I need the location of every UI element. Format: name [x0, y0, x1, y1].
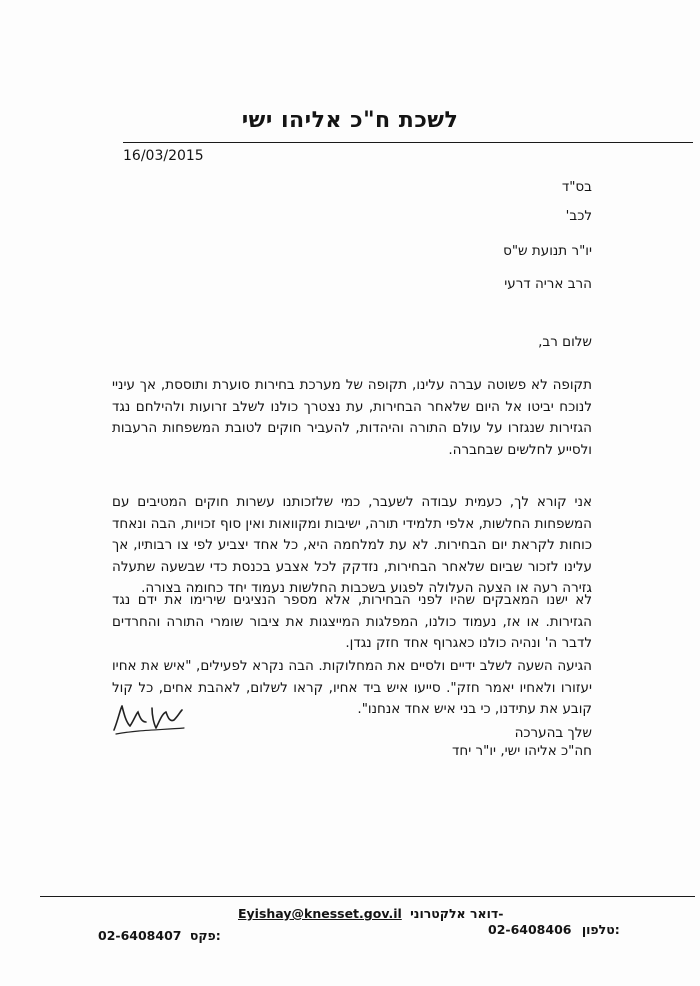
email-address[interactable]: Eyishay@knesset.gov.il [238, 906, 402, 921]
handwritten-signature [108, 700, 188, 736]
email-label: דואר אלקטרוני- [410, 906, 504, 921]
footer-divider [40, 896, 695, 897]
letter-date: 16/03/2015 [123, 148, 204, 164]
paragraph-1: תקופה לא פשוטה עברה עלינו, תקופה של מערכת בחירות סוערת ותוססת, אך עיניי לנוכח יביטו אל היום שלאחר הבחירות, עת נצטרך כולנו לשלב זרועות ולהילחם נגד הגזירות שנגזרו על עולם התורה והיהדות, להעביר חוקים לטובת המשפחות הרעבות ולסייע לחלשים שבחברה. [112, 377, 592, 458]
footer-phone [488, 922, 620, 937]
recipient-name: הרב אריה דרעי [504, 276, 592, 292]
fax-label: פקס: [189, 928, 221, 943]
phone-label: טלפון: [581, 922, 620, 937]
recipient-to: לכב' [565, 208, 592, 224]
closing-regards: שלך בהערכה [514, 725, 592, 741]
phone-number: 02-6408406 [488, 922, 572, 937]
closing-signatory: חה"כ אליהו ישי, יו"ר יחד [452, 743, 592, 759]
footer-email [238, 906, 503, 921]
bsd-mark: בס"ד [561, 179, 592, 195]
greeting: שלום רב, [538, 334, 592, 350]
recipient-role: יו"ר תנועת ש"ס [503, 243, 592, 259]
footer-fax [98, 928, 221, 943]
letterhead-title: לשכת ח"כ אליהו ישי [241, 108, 459, 133]
paragraph-4: הגיעה השעה לשלב ידיים ולסיים את המחלוקות. הבה נקרא לפעילים, "איש את אחיו יעזורו ולאחיו יאמר חזק". סייעו איש ביד אחיו, קראו לשלום, לאהבת אחים, כל קול קובע את עתידנו, כי בני איש אחד אנחנו". [112, 658, 592, 717]
header-divider [123, 142, 693, 143]
paragraph-2: אני קורא לך, כעמית עבודה לשעבר, כמי שלזכותנו עשרות חוקים המטיבים עם המשפחות החלשות, אלפי תלמידי תורה, ישיבות ומקוואות ואין סוף זכויות, הבה ונאחד כוחות לקראת יום הבחירות. לא עת למלחמה היא, כל אחד יצביע לפי צו רבותיו, אך עלינו לזכור שביום שלאחר הבחירות, נזדקק לכל אצבע בכנסת כדי שבשעה שתעלה גזירה רעה או הצעה העלולה לפגוע בשכבות החלשות נעמוד יחד כחומה בצורה. [112, 494, 592, 596]
fax-number: 02-6408407 [98, 928, 182, 943]
paragraph-3: לא ישנו המאבקים שהיו לפני הבחירות, אלא מספר הנציגים שירימו את ידם נגד הגזירות. או אז, נעמוד כולנו, המפלגות המייצגות את ציבור שומרי התורה והחרדים לדבר ה' ונהיה כולנו כאגרוף אחד חזק נגדן. [112, 592, 592, 651]
